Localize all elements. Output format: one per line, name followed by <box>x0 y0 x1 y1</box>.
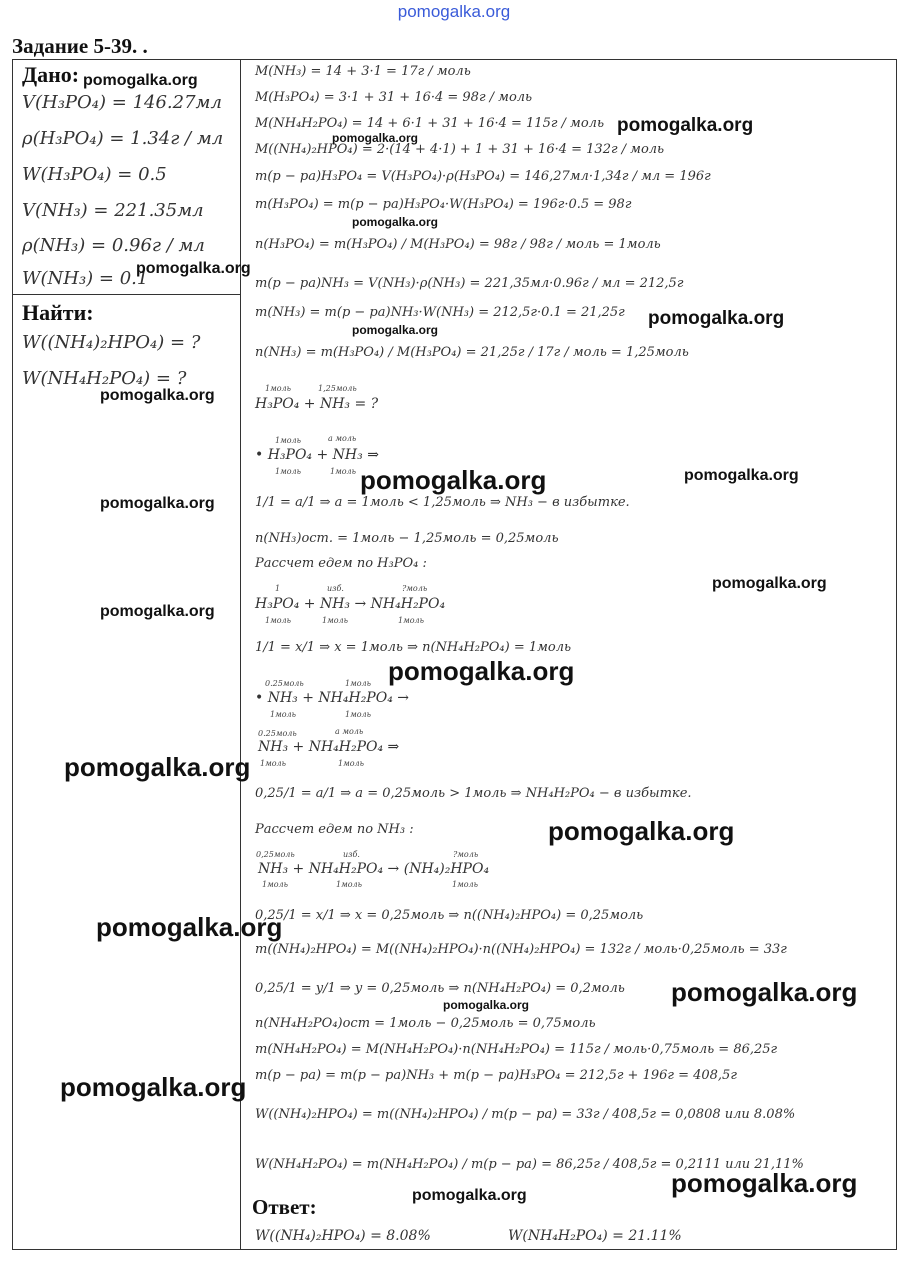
watermark-text: pomogalka.org <box>671 1168 858 1198</box>
watermark-text: pomogalka.org <box>64 752 251 782</box>
solution-line: 1/1 = x/1 ⇒ x = 1моль ⇒ n(NH₄H₂PO₄) = 1моль <box>255 640 572 655</box>
mole-label: 1моль <box>345 679 371 688</box>
given-find-divider <box>12 294 240 295</box>
watermark-text: pomogalka.org <box>60 1072 247 1102</box>
given-header: Дано: <box>22 62 80 87</box>
solution-line: m(р − ра)NH₃ = V(NH₃)·ρ(NH₃) = 221,35мл·0.96г / мл = 212,5г <box>255 276 684 291</box>
mole-label: 1моль <box>452 880 478 889</box>
solution-line: 1/1 = a/1 ⇒ a = 1моль < 1,25моль ⇒ NH₃ − в избытке. <box>255 495 630 510</box>
mole-label: 1моль <box>262 880 288 889</box>
given-item: W(H₃PO₄) = 0.5 <box>22 164 167 185</box>
mole-label: 1моль <box>265 616 291 625</box>
solution-line: W((NH₄)₂HPO₄) = m((NH₄)₂HPO₄) / m(р − ра) = 33г / 408,5г = 0,0808 или 8.08% <box>255 1107 796 1122</box>
given-item: W(NH₃) = 0.1 <box>22 268 149 289</box>
solution-line: 0,25/1 = y/1 ⇒ y = 0,25моль ⇒ n(NH₄H₂PO₄) = 0,2моль <box>255 981 625 996</box>
mole-label: 1моль <box>275 467 301 476</box>
watermark-text: pomogalka.org <box>100 387 215 404</box>
watermark-text: pomogalka.org <box>684 467 799 484</box>
watermark-text: pomogalka.org <box>388 656 575 686</box>
watermark-text: pomogalka.org <box>648 308 785 329</box>
solution-line: m(NH₃) = m(р − ра)NH₃·W(NH₃) = 212,5г·0.1 = 21,25г <box>255 305 625 320</box>
column-divider <box>240 59 241 1249</box>
mole-label: 0,25моль <box>256 850 295 859</box>
mole-label: а моль <box>328 434 357 443</box>
watermark-text: pomogalka.org <box>83 72 198 89</box>
mole-label: ?моль <box>402 584 428 593</box>
solution-line: NH₃ + NH₄H₂PO₄ → (NH₄)₂HPO₄ <box>258 861 490 877</box>
mole-label: 1моль <box>345 710 371 719</box>
solution-line: m(H₃PO₄) = m(р − ра)H₃PO₄·W(H₃PO₄) = 196г·0.5 = 98г <box>255 197 632 212</box>
solution-line: 0,25/1 = x/1 ⇒ x = 0,25моль ⇒ n((NH₄)₂HPO₄) = 0,25моль <box>255 908 644 923</box>
mole-label: 0.25моль <box>258 729 297 738</box>
mole-label: ?моль <box>453 850 479 859</box>
watermark-text: pomogalka.org <box>443 998 530 1012</box>
find-item: W(NH₄H₂PO₄) = ? <box>22 368 187 389</box>
solution-line: m(р − ра)H₃PO₄ = V(H₃PO₄)·ρ(H₃PO₄) = 146,27мл·1,34г / мл = 196г <box>255 169 711 184</box>
solution-line: W(NH₄H₂PO₄) = m(NH₄H₂PO₄) / m(р − ра) = 86,25г / 408,5г = 0,2111 или 21,11% <box>255 1157 804 1172</box>
mole-label: 1,25моль <box>318 384 357 393</box>
task-title: Задание 5-39. . <box>12 34 148 58</box>
find-item: W((NH₄)₂HPO₄) = ? <box>22 332 201 353</box>
solution-line: • H₃PO₄ + NH₃ ⇒ <box>255 447 379 463</box>
watermark-text: pomogalka.org <box>100 495 215 512</box>
mole-label: 1 <box>275 584 281 593</box>
watermark-text: pomogalka.org <box>671 977 858 1007</box>
solution-line: M(H₃PO₄) = 3·1 + 31 + 16·4 = 98г / моль <box>255 90 533 105</box>
answer-value: W((NH₄)₂HPO₄) = 8.08% <box>255 1228 431 1244</box>
watermark-text: pomogalka.org <box>360 465 547 495</box>
mole-label: 0.25моль <box>265 679 304 688</box>
mole-label: 1моль <box>398 616 424 625</box>
answer-header: Ответ: <box>252 1195 317 1219</box>
watermark-text: pomogalka.org <box>352 323 439 337</box>
mole-label: 1моль <box>260 759 286 768</box>
site-header-link[interactable]: pomogalka.org <box>397 2 511 21</box>
solution-line: 0,25/1 = a/1 ⇒ a = 0,25моль > 1моль ⇒ NH₄H₂PO₄ − в избытке. <box>255 786 692 801</box>
solution-line: n(H₃PO₄) = m(H₃PO₄) / M(H₃PO₄) = 98г / 98г / моль = 1моль <box>255 237 661 252</box>
watermark-text: pomogalka.org <box>332 131 419 145</box>
given-item: ρ(H₃PO₄) = 1.34г / мл <box>22 128 224 149</box>
mole-label: 1моль <box>338 759 364 768</box>
watermark-text: pomogalka.org <box>548 816 735 846</box>
watermark-text: pomogalka.org <box>136 260 251 277</box>
find-header: Найти: <box>22 300 94 325</box>
solution-line: m(NH₄H₂PO₄) = M(NH₄H₂PO₄)·n(NH₄H₂PO₄) = 115г / моль·0,75моль = 86,25г <box>255 1042 778 1057</box>
solution-line: M((NH₄)₂HPO₄) = 2·(14 + 4·1) + 1 + 31 + 16·4 = 132г / моль <box>255 142 665 157</box>
given-item: ρ(NH₃) = 0.96г / мл <box>22 235 205 256</box>
solution-line: • NH₃ + NH₄H₂PO₄ → <box>255 690 409 706</box>
watermark-text: pomogalka.org <box>617 115 754 136</box>
solution-line: n(NH₃)ост. = 1моль − 1,25моль = 0,25моль <box>255 531 559 546</box>
mole-label: 1моль <box>322 616 348 625</box>
solution-line: m(р − ра) = m(р − ра)NH₃ + m(р − ра)H₃PO₄ = 212,5г + 196г = 408,5г <box>255 1068 737 1083</box>
mole-label: 1моль <box>270 710 296 719</box>
solution-line: M(NH₄H₂PO₄) = 14 + 6·1 + 31 + 16·4 = 115г / моль <box>255 116 605 131</box>
mole-label: изб. <box>327 584 344 593</box>
watermark-text: pomogalka.org <box>352 215 439 229</box>
solution-line: M(NH₃) = 14 + 3·1 = 17г / моль <box>255 64 471 79</box>
watermark-text: pomogalka.org <box>412 1187 527 1204</box>
solution-line: NH₃ + NH₄H₂PO₄ ⇒ <box>258 739 400 755</box>
mole-label: 1моль <box>336 880 362 889</box>
watermark-text: pomogalka.org <box>712 575 827 592</box>
given-item: V(NH₃) = 221.35мл <box>22 200 204 221</box>
given-item: V(H₃PO₄) = 146.27мл <box>22 92 222 113</box>
watermark-text: pomogalka.org <box>100 603 215 620</box>
mole-label: а моль <box>335 727 364 736</box>
watermark-text: pomogalka.org <box>96 912 283 942</box>
solution-line: Рассчет едем по NH₃ : <box>255 822 414 837</box>
solution-line: H₃PO₄ + NH₃ → NH₄H₂PO₄ <box>255 596 446 612</box>
solution-line: H₃PO₄ + NH₃ = ? <box>255 396 379 412</box>
mole-label: 1моль <box>330 467 356 476</box>
solution-line: m((NH₄)₂HPO₄) = M((NH₄)₂HPO₄)·n((NH₄)₂HPO₄) = 132г / моль·0,25моль = 33г <box>255 942 787 957</box>
mole-label: изб. <box>343 850 360 859</box>
mole-label: 1моль <box>265 384 291 393</box>
solution-line: n(NH₄H₂PO₄)ост = 1моль − 0,25моль = 0,75моль <box>255 1016 596 1031</box>
answer-value: W(NH₄H₂PO₄) = 21.11% <box>508 1228 682 1244</box>
mole-label: 1моль <box>275 436 301 445</box>
solution-line: Рассчет едем по H₃PO₄ : <box>255 556 427 571</box>
solution-line: n(NH₃) = m(H₃PO₄) / M(H₃PO₄) = 21,25г / 17г / моль = 1,25моль <box>255 345 689 360</box>
